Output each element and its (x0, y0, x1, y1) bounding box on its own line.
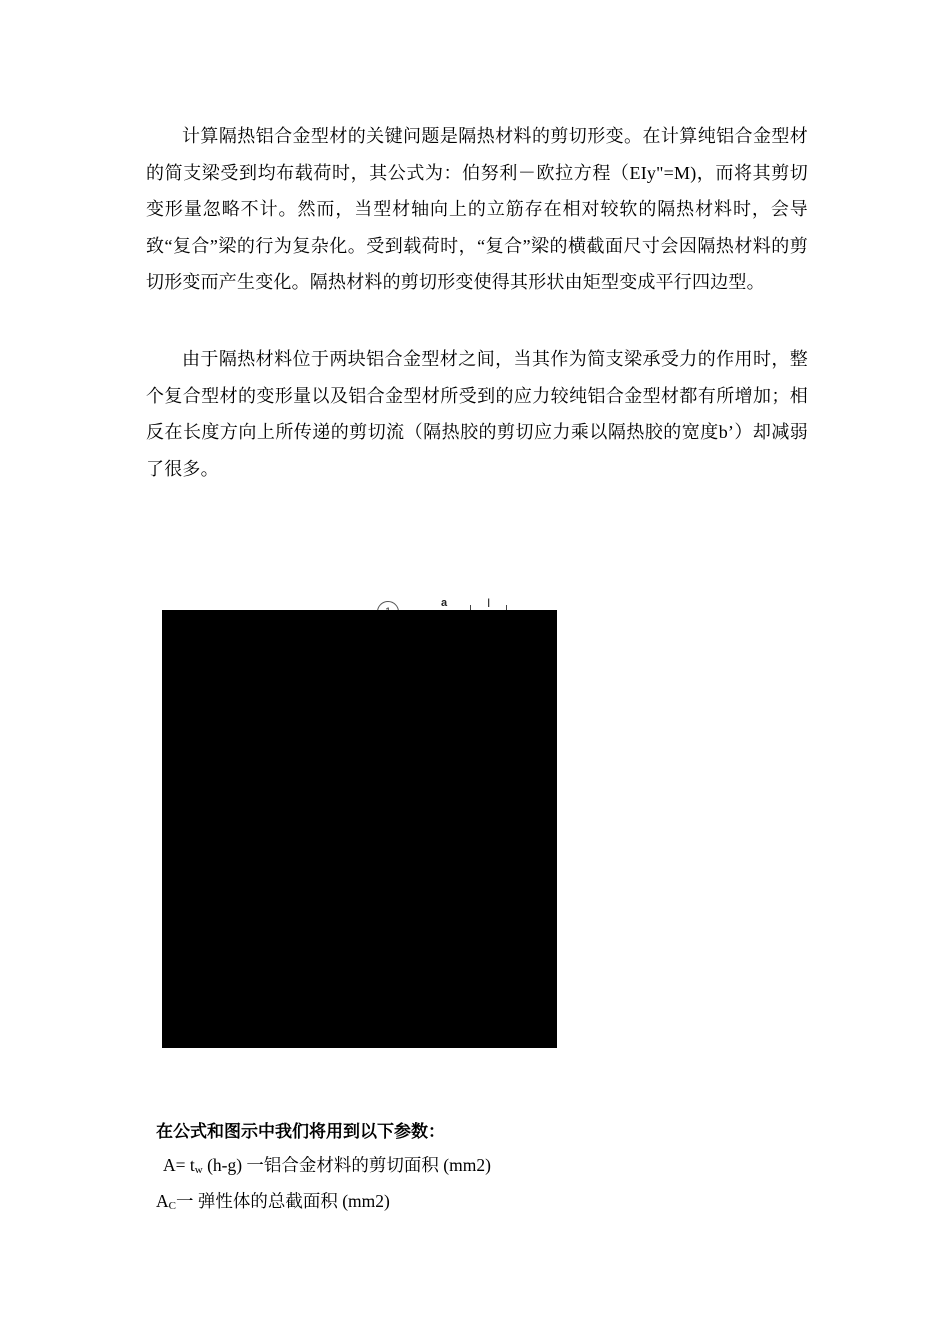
param-subscript: w (194, 1164, 203, 1176)
figure-image-area (162, 610, 557, 1048)
body-paragraph-2: 由于隔热材料位于两块铝合金型材之间，当其作为简支梁承受力的作用时，整个复合型材的变形量以及铝合金型材所受到的应力较纯铝合金型材都有所增加；相反在长度方向上所传递的剪切流（隔热胶的剪切应力乘以隔热胶的宽度b’）却减弱了很多。 (146, 349, 808, 479)
body-paragraph-1: 计算隔热铝合金型材的关键问题是隔热材料的剪切形变。在计算纯铝合金型材的简支梁受到均布载荷时，其公式为：伯努利－欧拉方程（EIy"=M)，而将其剪切变形量忽略不计。然而，当型材轴向上的立筋存在相对较软的隔热材料时，会导致“复合”梁的行为复杂化。受到载荷时，“复合”梁的横截面尺寸会因隔热材料的剪切形变而产生变化。隔热材料的剪切形变使得其形状由矩型变成平行四边型。 (146, 126, 808, 292)
figure-label-i: I (487, 596, 491, 610)
param-symbol: A (163, 1155, 176, 1175)
param-line-2 (156, 1188, 390, 1213)
cross-section-figure (162, 595, 557, 1048)
param-subscript: C (168, 1200, 176, 1212)
figure-label-a: a (441, 597, 448, 609)
param-description: 一 弹性体的总截面积 (mm2) (175, 1191, 390, 1211)
params-heading: 在公式和图示中我们将用到以下参数： (156, 1122, 445, 1142)
param-symbol: A (156, 1191, 169, 1211)
param-line-1 (163, 1152, 491, 1177)
param-pre: = t (175, 1155, 195, 1175)
param-description: (h-g) 一铝合金材料的剪切面积 (mm2) (202, 1155, 491, 1175)
